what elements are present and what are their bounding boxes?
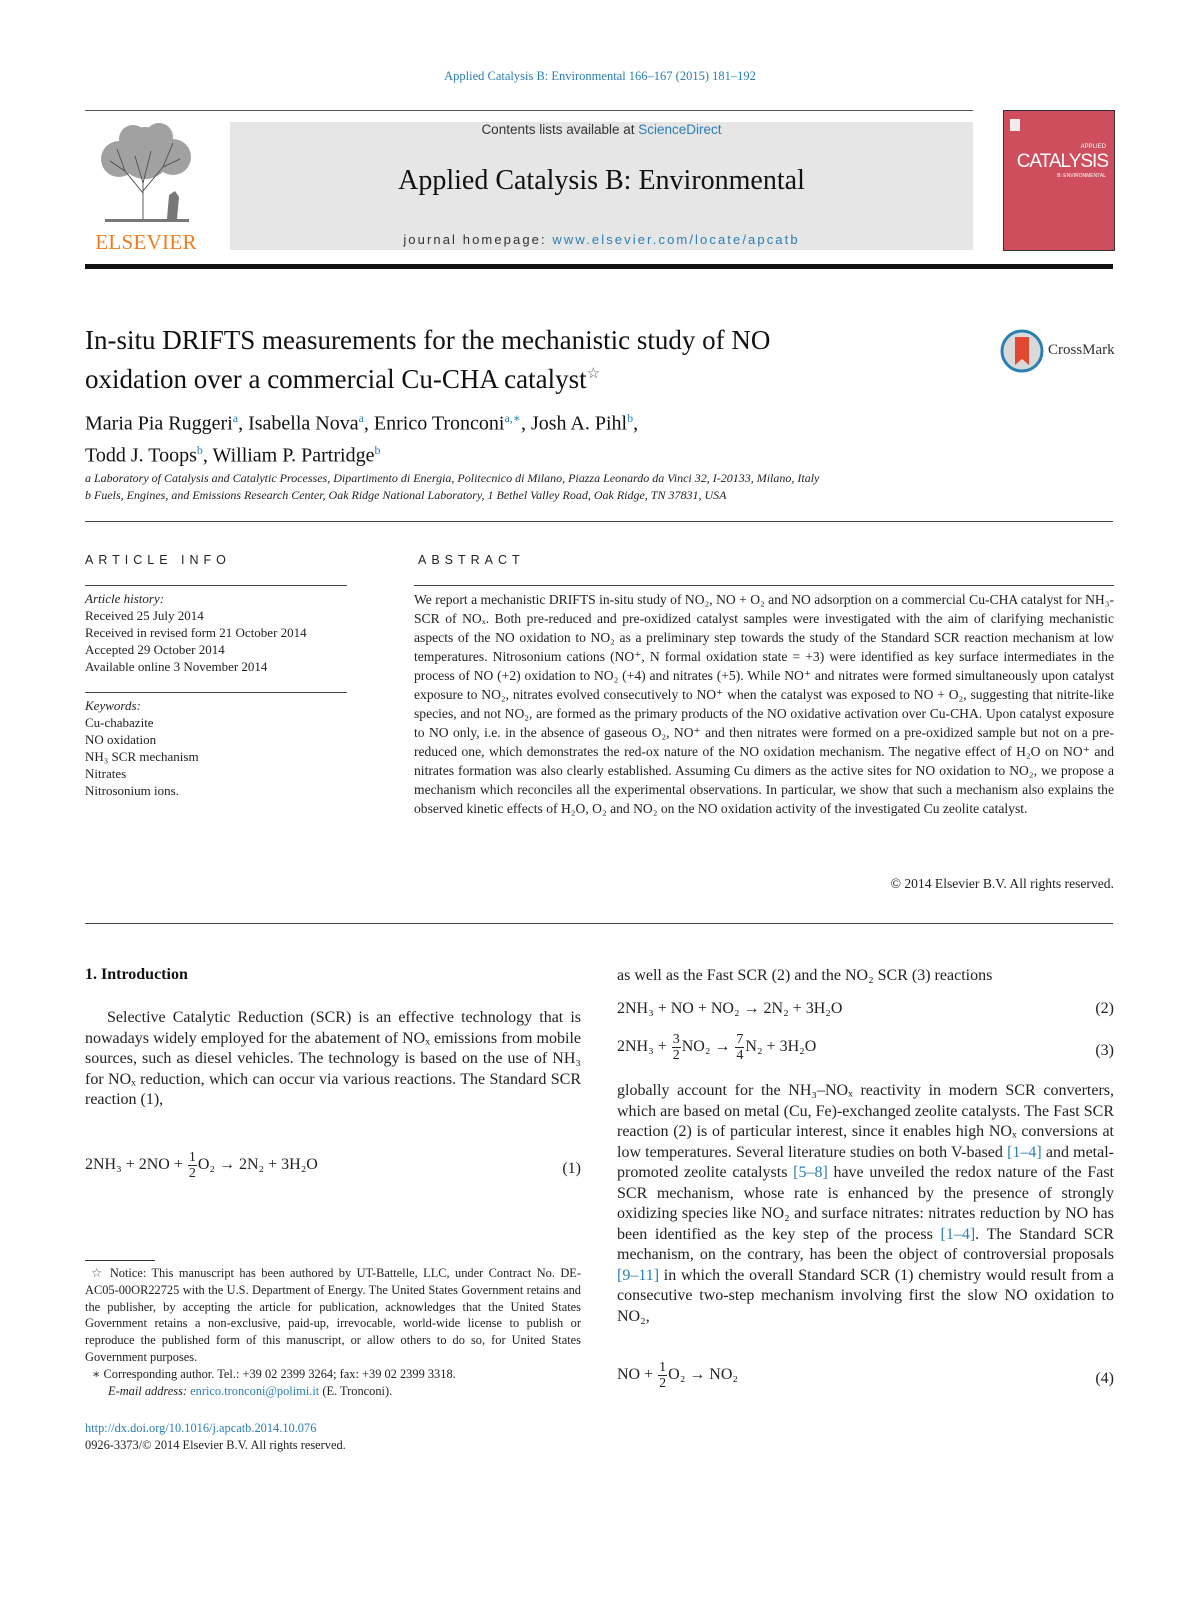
homepage-label: journal homepage: — [403, 232, 553, 247]
eq3-part-b: NO₂ → — [681, 1038, 735, 1056]
footnote-notice — [85, 1265, 581, 1366]
info-rule-top — [85, 585, 347, 586]
eq3-part-c: N₂ + 3H₂O — [745, 1038, 817, 1056]
cover-subtitle: B: ENVIRONMENTAL — [1057, 173, 1106, 179]
author-name[interactable]: Todd J. Toops — [85, 444, 197, 467]
journal-homepage — [230, 232, 973, 247]
journal-reference[interactable]: Applied Catalysis B: Environmental 166–167 (2015) 181–192 — [444, 69, 756, 83]
author-affil-mark[interactable]: a — [358, 411, 364, 425]
footnote-notice-text: Notice: This manuscript has been authored by UT-Battelle, LLC, under Contract No. DE-AC05-00OR22725 with the U.S. Department of Energy. The United States Government retains and the publisher, by accepting the article for publication, acknowledges that the United States Government retains a non-exclusive, paid-up, irrevocable, world-wide license to publish or reproduce the published form of this manuscript, or allow others to do so, for United States Government purposes. — [85, 1266, 581, 1364]
author-affil-mark[interactable]: b — [196, 442, 203, 457]
equation-3-number: (3) — [1095, 1042, 1114, 1059]
eq3-part-a: 2NH₃ + — [617, 1038, 671, 1056]
affiliation-b: b Fuels, Engines, and Emissions Research Center, Oak Ridge National Laboratory, 1 Bethel Valley Road, Oak Ridge, TN 37831, USA — [85, 488, 727, 502]
author-separator: , — [238, 412, 249, 435]
publisher-wordmark: ELSEVIER — [95, 230, 197, 254]
author-name[interactable]: William P. Partridge — [212, 444, 375, 467]
footnote-email — [108, 1383, 581, 1400]
received-date: Received 25 July 2014 — [85, 608, 204, 623]
abstract-bottom-rule — [85, 923, 1113, 924]
email-link[interactable]: enrico.tronconi@polimi.it — [190, 1384, 320, 1398]
author-affil-mark[interactable]: b — [627, 411, 634, 425]
equation-1 — [85, 1150, 318, 1181]
right-lead-text: as well as the Fast SCR (2) and the NO₂ SCR (3) reactions — [617, 967, 993, 984]
author-affil-mark[interactable]: a — [232, 411, 239, 425]
elsevier-logo — [85, 121, 207, 255]
journal-cover[interactable] — [1003, 110, 1115, 251]
eq3-seven-denominator: 4 — [736, 1048, 744, 1063]
sciencedirect-link[interactable]: ScienceDirect — [638, 122, 722, 137]
footnote-notice-mark: ☆ — [91, 1266, 105, 1280]
tree-icon — [85, 121, 207, 226]
equation-2: 2NH₃ + NO + NO₂ → 2N₂ + 3H₂O — [617, 1000, 843, 1017]
contents-line — [230, 122, 973, 137]
citation-link[interactable]: [5–8] — [793, 1164, 828, 1181]
author-list — [85, 405, 985, 468]
equation-2-number: (2) — [1095, 1000, 1114, 1017]
accepted-date: Accepted 29 October 2014 — [85, 642, 225, 657]
crossmark-badge[interactable] — [1000, 327, 1120, 375]
cover-publisher-mark — [1010, 119, 1020, 131]
keyword-item: Nitrates — [85, 766, 127, 781]
info-rule-middle — [85, 692, 347, 693]
equation-4 — [617, 1360, 738, 1391]
eq4-fraction — [658, 1360, 667, 1391]
keyword-item: Nitrosonium ions. — [85, 783, 179, 798]
article-title — [85, 323, 965, 396]
header-thick-rule — [85, 264, 1113, 269]
eq3-fraction-seven-quarters — [735, 1032, 744, 1063]
keyword-item: NO oxidation — [85, 732, 157, 747]
online-date: Available online 3 November 2014 — [85, 659, 268, 674]
author-affil-mark[interactable]: a,∗ — [504, 411, 521, 425]
footnote-corresponding: ∗ Corresponding author. Tel.: +39 02 2399 3264; fax: +39 02 2399 3318. — [92, 1367, 456, 1381]
issn-line: 0926-3373/© 2014 Elsevier B.V. All rights reserved. — [85, 1438, 346, 1452]
equation-3 — [617, 1032, 816, 1063]
email-suffix: (E. Tronconi). — [319, 1384, 393, 1398]
author-separator: , — [202, 444, 213, 467]
keywords-label: Keywords: — [85, 698, 141, 713]
intro-paragraph-1: Selective Catalytic Reduction (SCR) is an effective technology that is nowadays widely employed for the abatement of NOₓ emissions from mobile sources, such as diesel vehicles. The technology is based on the use of NH₃ for NOₓ reduction, which can occur via various reactions. The Standard SCR reaction (1), — [85, 1009, 581, 1108]
revised-date: Received in revised form 21 October 2014 — [85, 625, 307, 640]
author-name[interactable]: Maria Pia Ruggeri — [85, 412, 233, 435]
eq1-fraction-denominator: 2 — [188, 1166, 196, 1181]
cover-title: CATALYSIS — [1016, 151, 1108, 172]
masthead — [230, 122, 973, 250]
author-separator: , — [363, 412, 374, 435]
affiliation-a: a Laboratory of Catalysis and Catalytic Processes, Dipartimento di Energia, Politecnico di Milano, Piazza Leonardo da Vinci 32, I-20133, Milano, Italy — [85, 471, 820, 485]
author-affil-mark[interactable]: b — [374, 442, 381, 457]
eq4-fraction-numerator: 1 — [659, 1360, 667, 1375]
title-line-1: In-situ DRIFTS measurements for the mechanistic study of NO — [85, 325, 771, 355]
citation-link[interactable]: [9–11] — [617, 1266, 660, 1284]
para2-text: in which the overall Standard SCR (1) chemistry would result from a consecutive two-step mechanism involving first the slow NO oxidation to NO₂, — [617, 1266, 1114, 1325]
eq4-left: NO + — [617, 1366, 658, 1384]
history-label: Article history: — [85, 591, 165, 606]
para2-text: . The Standard SCR mechanism, on the contrary, has been the object of controversial proposals — [617, 1225, 1115, 1263]
section-heading-introduction: 1. Introduction — [85, 966, 188, 983]
eq1-left: 2NH₃ + 2NO + — [85, 1156, 187, 1174]
eq1-fraction-numerator: 1 — [188, 1150, 196, 1165]
abstract-text: We report a mechanistic DRIFTS in-situ study of NO₂, NO + O₂ and NO adsorption on a commercial Cu-CHA catalyst for NH₃-SCR of NOₓ. Both pre-reduced and pre-oxidized catalyst samples were investigated with the aim of clarifying mechanistic aspects of the NO oxidation to NO₂ as a preliminary step towards the study of the Standard SCR reaction mechanism at low temperatures. Nitrosonium cations (NO⁺, N formal oxidation state = +3) were identified as key surface intermediates in the process of NO (+2) oxidation to NO₂ (+4) and nitrates (+5). While NO⁺ and nitrates were formed simultaneously upon catalyst exposure to NO₂, nitrates evolved consecutively to NO⁺ when the catalyst was exposed to NO + O₂, suggesting that nitrite-like species, and not NO₂, are formed as the primary products of the NO oxidative activation over Cu-CHA. Upon catalyst exposure to NO only, i.e. in the absence of gaseous O₂, NO⁺ and then nitrates were formed on a pre-oxidized sample but not on a pre-reduced one, which demonstrates the red-ox nature of the NO oxidation mechanism. The negative effect of H₂O on NO⁺ and nitrates formation was also clearly established. Assuming Cu dimers as the active sites for NO oxidation to NO₂, we propose a mechanism which reconciles all the experimental observations. In particular, we show that such a mechanism also explains the observed kinetic effects of H₂O, O₂ and NO₂ on the NO oxidation activity of the investigated Cu zeolite catalyst. — [414, 592, 1114, 816]
eq1-fraction — [188, 1150, 197, 1181]
author-name[interactable]: Enrico Tronconi — [373, 412, 505, 435]
para2-text: have unveiled the redox nature of the Fast SCR mechanism, whose rate is enhanced by the presence of strongly oxidizing species like NO₂ and surface nitrates: nitrates reduction by NO has been identified as the key step of the process — [617, 1164, 1115, 1243]
homepage-link[interactable]: www.elsevier.com/locate/apcatb — [552, 232, 800, 247]
title-line-2: oxidation over a commercial Cu-CHA catalyst — [85, 364, 587, 394]
abstract-copyright: © 2014 Elsevier B.V. All rights reserved. — [890, 876, 1114, 891]
para2-text: and metal-promoted zeolite catalysts — [617, 1143, 1115, 1181]
eq1-right: O₂ → 2N₂ + 3H₂O — [197, 1156, 318, 1174]
abstract-rule — [414, 585, 1114, 586]
eq4-right: O₂ → NO₂ — [668, 1366, 738, 1384]
cover-kicker: APPLIED — [1080, 144, 1106, 150]
abstract-heading: ABSTRACT — [418, 553, 525, 567]
eq3-three-denominator: 2 — [672, 1048, 680, 1063]
author-separator: , — [633, 412, 639, 435]
eq3-seven-numerator: 7 — [736, 1032, 744, 1047]
author-name[interactable]: Isabella Nova — [248, 412, 359, 435]
header-rule — [85, 110, 973, 111]
keyword-item: Cu-chabazite — [85, 715, 154, 730]
citation-link[interactable]: [1–4] — [1007, 1143, 1042, 1161]
footnote-rule — [85, 1260, 155, 1261]
intro-paragraph-2 — [617, 1081, 1114, 1327]
journal-name: Applied Catalysis B: Environmental — [398, 165, 805, 196]
equation-1-number: (1) — [562, 1160, 581, 1177]
affiliation-rule — [85, 521, 1113, 522]
eq4-fraction-denominator: 2 — [659, 1376, 667, 1391]
crossmark-label: CrossMark — [1048, 342, 1115, 358]
contents-prefix: Contents lists available at — [481, 122, 639, 137]
author-separator: , — [520, 412, 531, 435]
equation-4-number: (4) — [1095, 1370, 1114, 1387]
eq3-three-numerator: 3 — [672, 1032, 680, 1047]
para2-text: globally account for the NH₃–NOₓ reactivity in modern SCR converters, which are based on metal (Cu, Fe)-exchanged zeolite catalysts. The Fast SCR reaction (2) is of particular interest, since it enables high NOₓ conversions at low temperatures. Several literature studies on both V-based — [617, 1082, 1114, 1161]
email-label: E-mail address: — [108, 1384, 191, 1398]
eq3-fraction-three-halves — [672, 1032, 681, 1063]
keywords — [85, 697, 347, 799]
crossmark-icon — [1000, 329, 1044, 373]
title-footnote-mark[interactable]: ☆ — [586, 366, 601, 382]
author-name[interactable]: Josh A. Pihl — [530, 412, 628, 435]
article-history — [85, 590, 347, 675]
article-info-heading: ARTICLE INFO — [85, 553, 231, 567]
doi-link-line — [85, 1420, 581, 1437]
doi-link[interactable]: http://dx.doi.org/10.1016/j.apcatb.2014.10.076 — [85, 1421, 317, 1435]
citation-link[interactable]: [1–4] — [940, 1225, 976, 1243]
keyword-item: NH₃ SCR mechanism — [85, 749, 199, 764]
